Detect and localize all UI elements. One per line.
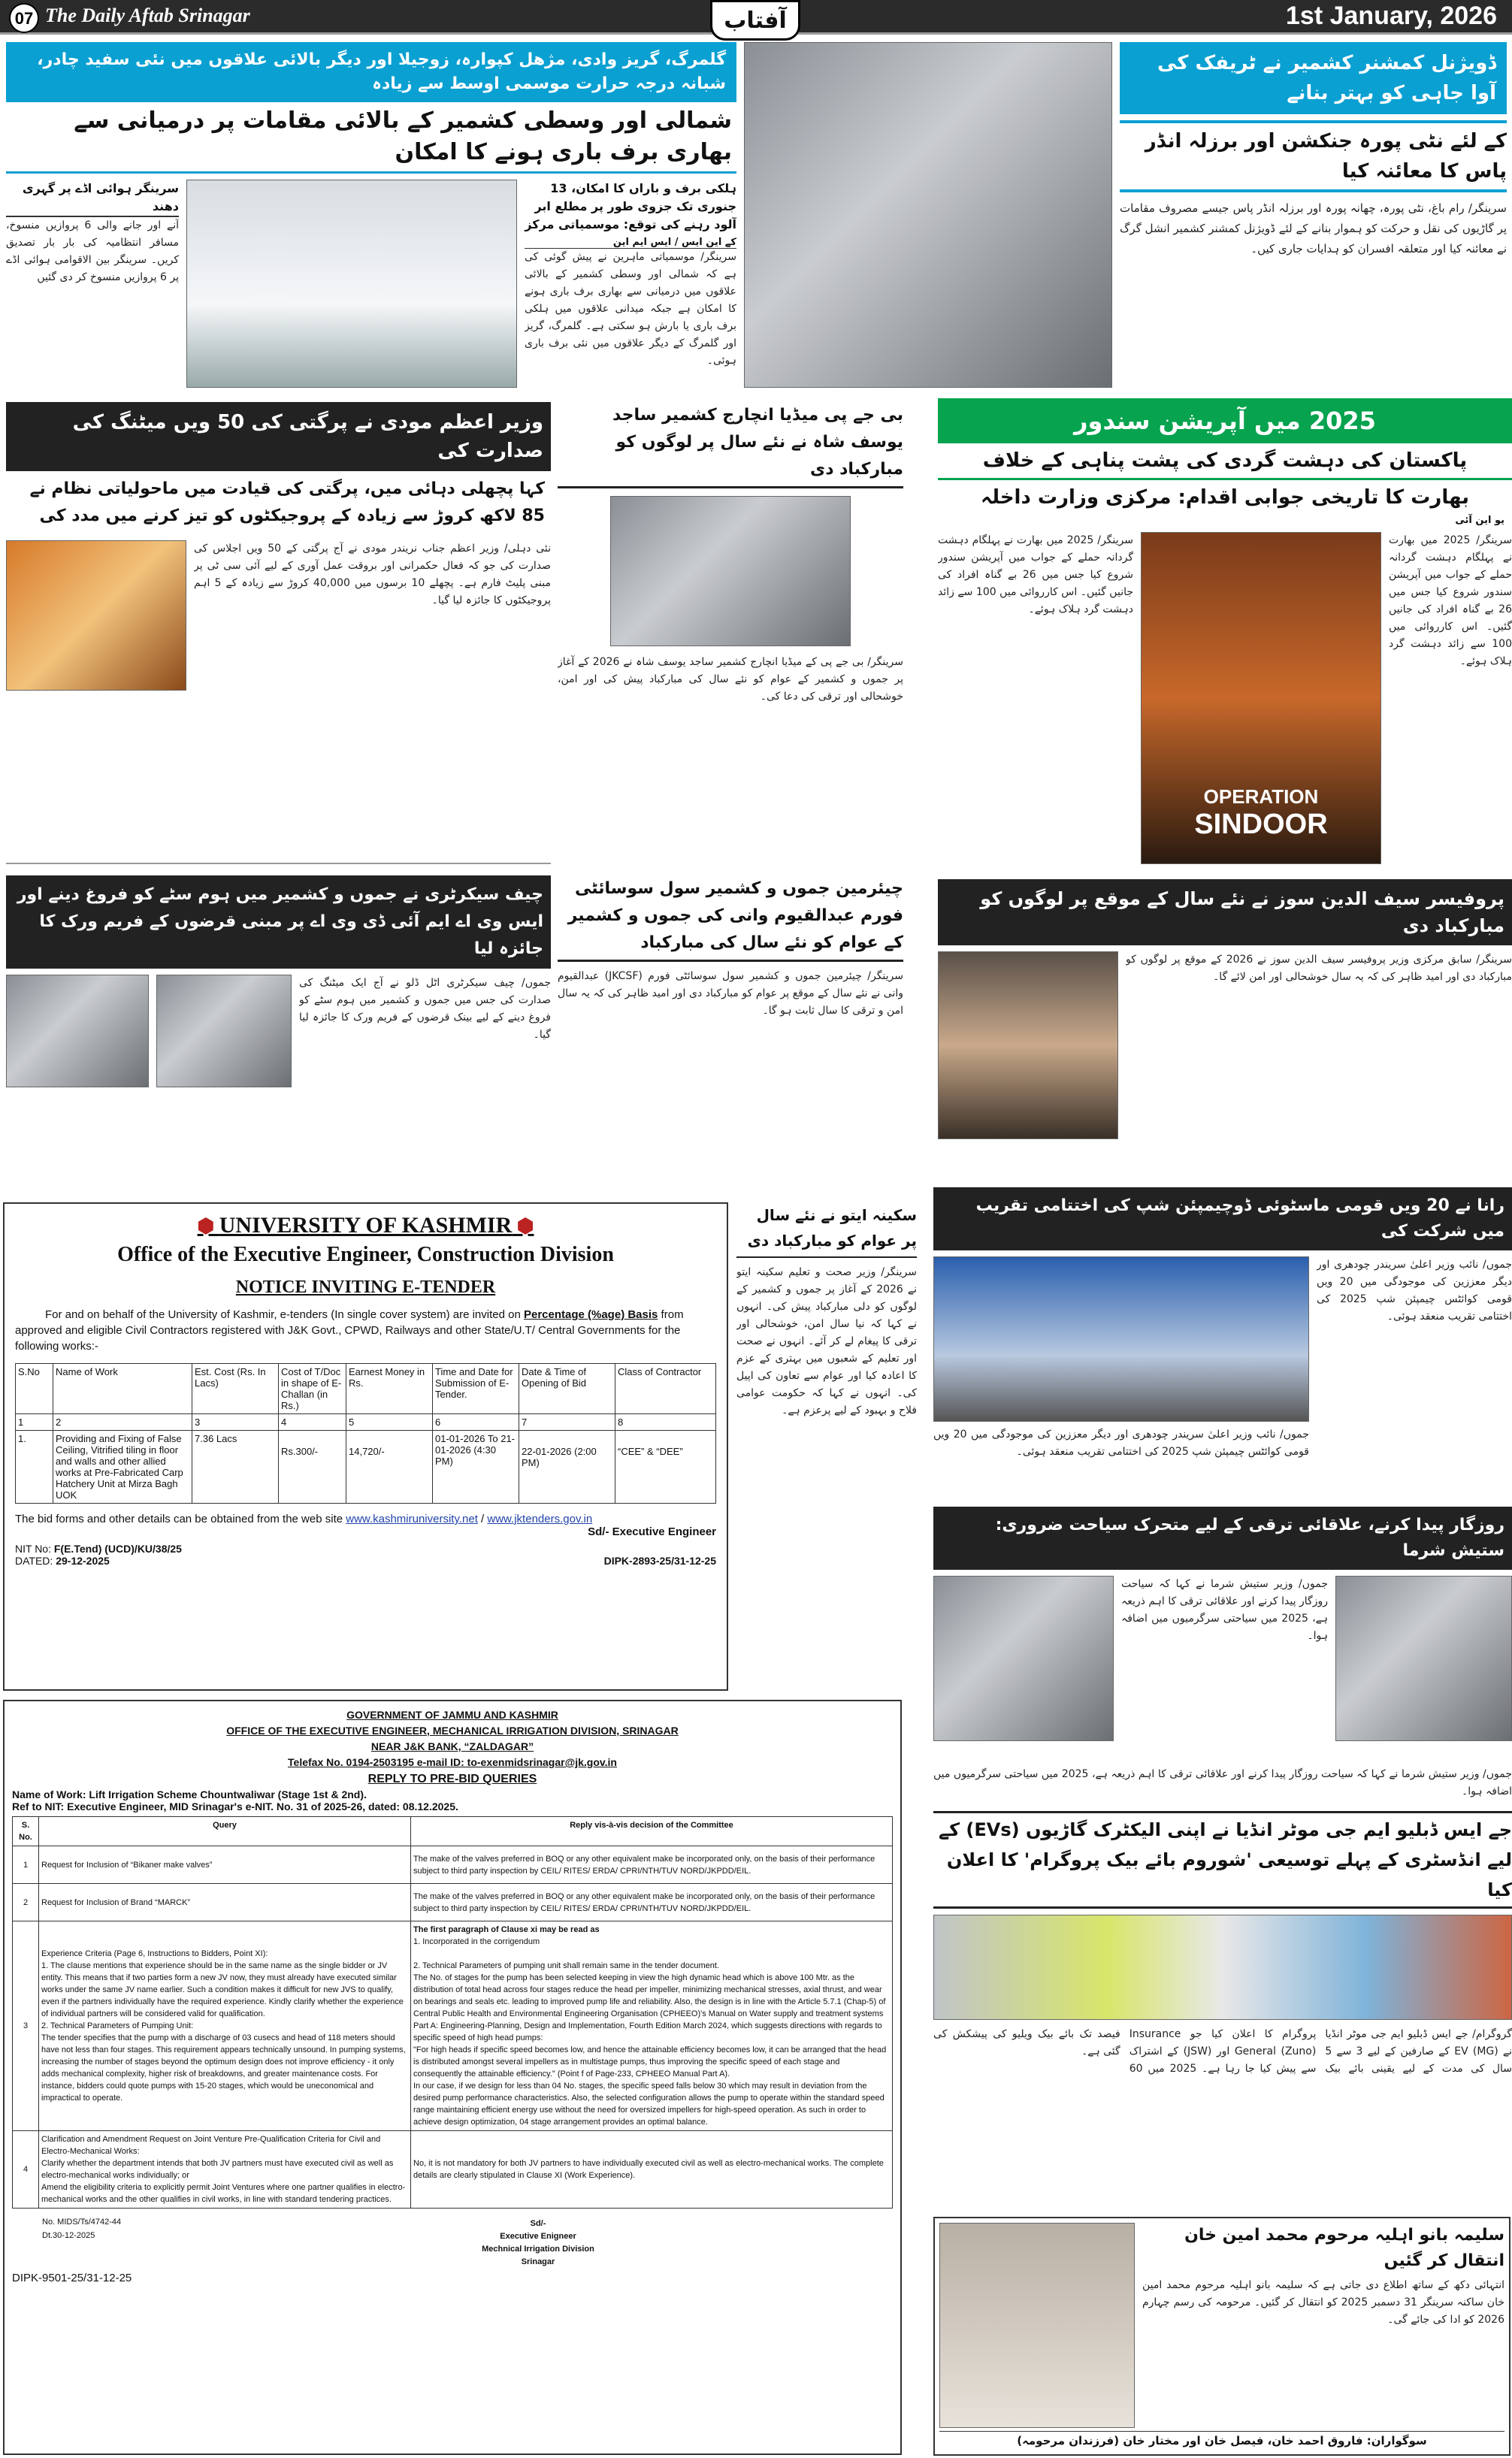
kashmir-university-tender-notice <box>3 1202 728 1691</box>
sindoor-story <box>938 398 1512 864</box>
obituary <box>933 2217 1510 2456</box>
bjp-story <box>558 402 903 864</box>
tender-dated: DATED: 29-12-2025 DIPK-2893-25/31-12-25 <box>15 1555 716 1567</box>
bjp-body: سرینگر/ بی جے پی کے میڈیا انچارج کشمیر ساجد یوسف شاہ نے 2026 کے آغاز پر جموں و کشمیر کے عوام کو نئے سال کی مبارکباد پیش کی اور امن، خوشحالی اور ترقی کی دعا کی۔ <box>558 656 903 703</box>
tender-nit: NIT No: F(E.Tend) (UCD)/KU/38/25 <box>15 1543 182 1555</box>
weather-story <box>6 42 736 388</box>
soz-body: سرینگر/ سابق مرکزی وزیر پروفیسر سیف الدین سوز نے 2026 کے موقع پر لوگوں کو مبارکباد دی اور امید ظاہر کی کہ یہ سال خوشحالی اور امن لائے گا۔ <box>1126 954 1512 983</box>
weather-body: سرینگر/ موسمیاتی ماہرین نے پیش گوئی کی ہے کہ شمالی اور وسطی کشمیر کے بالائی علاقوں میں درمیانی سے بھاری برف باری ہونے کا امکان ہے جبکہ میدانی علاقوں میں ہلکی برف باری یا بارش ہو سکتی ہے۔ گلمرگ، گریز اور گلمرگ کے دیگر علاقوں میں نئی برف باری ہوئی۔ <box>525 251 736 367</box>
sindoor-banner: 2025 میں آپریشن سندور <box>938 398 1512 443</box>
modi-headline: وزیر اعظم مودی نے پرگتی کی 50 ویں میٹنگ کی صدارت کی <box>6 402 551 471</box>
prebid-row: 3 Experience Criteria (Page 6, Instructions to Bidders, Point XI): 1. The clause mentions that experience should be in the same name as the single bidder or JV entity. This means that if two parties form a new JV now, they must already have executed similar works under the same JV name earlier. Such a condition makes it difficult for new JVS to qualify, even if the partners individually have the required experience. Kindly clarify whether the experience of individual partners will be considered valid for qualification. 2. Technical Parameters of Pumping Unit: The tender specifies that the pump with a discharge of 03 cusecs and head of 118 meters should have not less than four stages. This requirement appears technically unsound. In pumping systems, increasing the number of stages beyond the optimum design does not improve efficiency - it only adds mechanical complexity, higher risk of breakdowns, and greater maintenance costs. For instance, bidders could quote pumps with 15-20 stages, which would be uneconomical and impractical to operate. The first paragraph of Clause xi may be read as 1. Incorporated in the corrigendum 2. Technical Parameters of pumping unit shall remain same in the tender document. The No. of stages for the pump has been selected keeping in view the high dynamic head which is above 100 Mtr. as the distribution of total head across four stages reduce the head per impeller, minimizing mechanical stresses, axial thrust, and wear on bearings and seals etc. leading to improved pump life and reliability. Also, the design is in line with the Article 5.7.1 (Chap-5) of Central Public Health and Environmental Engineering Organisation (CPHEEO)'s Manual on Water supply and treatment systems Part A: Engineering-Planning, Design and Implementation, Fourth Edition March 2024, which suggests directions with regards to specific speed of high head pumps: "For high heads if specific speed becomes low, and hence the attainable efficiency becomes low, it can be arranged that the head is distributed amongst several impellers as in multistage pumps, thus improving the specific speed of each stage and consequently the attainable efficiency." (Point f of Page-233, CPHEEO Manual Part A). In our case, if we design for less than 04 No. stages, the specific speed falls below 30 which may result in deviation from the desired pump performance characteristics. Also, the selected configuration allows the pump to operate within the standard speed range maintaining efficient energy use without the need for oversized impellers for high-speed operation. As such in order to achieve design optimization, 04 stage arrangement provides an optimal balance. <box>13 1921 893 2131</box>
chief-secretary-body: جموں/ چیف سیکرٹری اٹل ڈلو نے آج ایک میٹنگ کی صدارت کی جس میں جموں و کشمیر میں ہوم سٹے کو فروغ دینے کے لیے بینک قرضوں کے فریم ورک کا جائزہ لیا گیا۔ <box>299 977 551 1041</box>
soz-photo <box>938 951 1118 1139</box>
prebid-row: 1 Request for Inclusion of “Bikaner make valves” The make of the valves preferred in BOQ or any other equivalent make be incorporated only, on the basis of their performance subject to third party inspection by CEIL/ RITES/ ERDA/ CPRI/NTH/TUV NORD/JKPDD/EIL. <box>13 1846 893 1884</box>
prebid-row: 4 Clarification and Amendment Request on Joint Venture Pre-Qualification Criteria for Civil and Electro-Mechanical Works: Clarify whether the department intends that both JV partners must have executed civil as well as electro-mechanical works individually; or Amend the eligibility criteria to explicitly permit Joint Ventures where one partner qualifies in electro-mechanical works and the other qualifies in civil works, in line with standard tendering practices. No, it is not mandatory for both JV partners to have individually executed civil as well as electro-mechanical works. The complete details are clearly stipulated in Clause XI (Work Experience). <box>13 2131 893 2209</box>
traffic-inspection-photo <box>744 42 1112 388</box>
snow-photo <box>186 180 517 388</box>
satish-body: جموں/ وزیر ستیش شرما نے کہا کہ سیاحت روزگار پیدا کرنے اور علاقائی ترقی کا اہم ذریعہ ہے، 2025 میں سیاحتی سرگرمیوں میں اضافہ ہوا۔ <box>1121 1578 1328 1642</box>
masthead <box>0 0 1512 35</box>
ev-cars-image <box>933 1915 1512 2020</box>
irrigation-address: NEAR J&K BANK, “ZALDAGAR” <box>370 1740 534 1752</box>
tender-intro: For and on behalf of the University of Kashmir, e-tenders (In single cover system) are invited on Percentage (%age) Basis from approved and eligible Civil Contractors registered with J&K Govt., CPWD, Railways and other State/U.T/ Central Governments for the following works:- <box>15 1308 684 1353</box>
sindoor-headline-1: پاکستان کی دہشت گردی کی پشت پناہی کے خلاف <box>938 443 1512 480</box>
sakina-headline: سکینہ ایتو نے نئے سال پر عوام کو مبارکباد دی <box>736 1202 917 1258</box>
paper-name: The Daily Aftab Srinagar <box>45 5 250 26</box>
chief-secretary-headline: چیف سیکرٹری نے جموں و کشمیر میں ہوم سٹے کو فروغ دینے اور ایس وی اے ایم آئی ڈی وی اے پر مبنی قرضوں کے فریم ورک کا جائزہ لیا <box>6 875 551 969</box>
satish-story <box>933 1507 1512 1803</box>
traffic-body: سرینگر/ رام باغ، نٹی پورہ، چھانہ پورہ اور برزلہ انڈر پاس جیسے مصروف مقامات پر گاڑیوں کی نقل و حرکت کو ہموار بنانے کے لئے ڈویژنل کمشنر کشمیر انشل گرگ نے معائنہ کیا اور متعلقہ افسران کو ہدایات جاری کیں۔ <box>1120 201 1507 255</box>
university-emblem-icon: ⬢ <box>197 1215 219 1237</box>
tender-number-row: 1 2 3 4 5 6 7 8 <box>16 1414 716 1431</box>
modi-photo <box>6 540 186 691</box>
prebid-row: 2 Request for Inclusion of Brand “MARCK” The make of the valves preferred in BOQ or any other equivalent make be incorporated only, on the basis of their performance subject to third party inspection by CEIL/ RITES/ ERDA/ CPRI/NTH/TUV NORD/JKPDD/EIL. <box>13 1884 893 1921</box>
kashmir-university-link[interactable]: www.kashmiruniversity.net <box>346 1513 478 1525</box>
sakina-story <box>736 1202 917 1691</box>
tender-university: ⬢ UNIVERSITY OF KASHMIR ⬢ <box>197 1213 534 1238</box>
irrigation-work: Name of Work: Lift Irrigation Scheme Chountwaliwar (Stage 1st & 2nd). <box>12 1788 367 1800</box>
irrigation-prebid-notice <box>3 1700 902 2455</box>
ev-headline: جے ایس ڈبلیو ایم جی موٹر انڈیا نے اپنی الیکٹرک گاڑیوں (EVs) کے لیے انڈسٹری کے پہلے توسیعی 'شوروم بائے بیک پروگرام' کا اعلان کیا <box>933 1811 1512 1909</box>
soz-headline: پروفیسر سیف الدین سوز نے نئے سال کے موقع پر لوگوں کو مبارکباد دی <box>938 879 1512 945</box>
chief-secretary-story <box>6 875 551 1191</box>
obituary-photo <box>939 2223 1135 2428</box>
sindoor-agency: یو این آئی <box>1455 515 1504 526</box>
bjp-headline: بی جے پی میڈیا انچارج کشمیر ساجد یوسف شاہ نے نئے سال پر لوگوں کو مبارکباد دی <box>558 402 903 488</box>
bjp-photo <box>610 496 851 646</box>
sindoor-headline-2: بھارت کا تاریخی جوابی اقدام: مرکزی وزارت داخلہ <box>980 486 1470 509</box>
weather-side-headline: سرینگر ہوائی اڈے پر گہری دھند <box>6 180 179 217</box>
obituary-mourners: سوگواران: فاروق احمد خان، فیصل خان اور مختار خان (فرزندان مرحومہ) <box>939 2431 1504 2450</box>
irrigation-dipk: DIPK-9501-25/31-12-25 <box>12 2272 132 2284</box>
meeting-photo-2 <box>156 975 292 1087</box>
tender-row: 1. Providing and Fixing of False Ceiling, Vitrified tiling in floor and walls and other allied works at Pre-Fabricated Carp Hatchery Unit at Mirza Bagh UOK 7.36 Lacs Rs.300/- 14,720/- 01-01-2026 To 21-01-2026 (4:30 PM) 22-01-2026 (2:00 PM) “CEE” & “DEE” <box>16 1431 716 1504</box>
issue-date: 1st January, 2026 <box>1286 2 1497 30</box>
irrigation-title: REPLY TO PRE-BID QUERIES <box>367 1773 537 1785</box>
soz-story <box>938 879 1512 1180</box>
sakina-body: سرینگر/ وزیر صحت و تعلیم سکینہ ایتو نے 2026 کے آغاز پر جموں و کشمیر کے لوگوں کو دلی مبارکباد پیش کی۔ انہوں نے کہا کہ نیا سال امن، خوشحالی اور ترقی کا پیغام لے کر آئے۔ انہوں نے صحت اور تعلیم کے شعبوں میں بہتری کے عزم کا اعادہ کیا اور عوام سے تعاون کی اپیل کی۔ انہوں نے کہا کہ حکومت عوامی فلاح و بہبود کے لیے پرعزم ہے۔ <box>736 1266 917 1416</box>
rana-headline: رانا نے 20 ویں قومی ماسٹوئی ڈوچیمپئن شپ کی اختتامی تقریب میں شرکت کی <box>933 1187 1512 1250</box>
irrigation-govt: GOVERNMENT OF JAMMU AND KASHMIR <box>346 1709 558 1721</box>
rana-body-2: جموں/ نائب وزیر اعلیٰ سریندر چودھری اور دیگر معززین کی موجودگی میں 20 ویں قومی کوائٹس چیمپئن شپ 2025 کی اختتامی تقریب منعقد ہوئی۔ <box>933 1429 1309 1458</box>
weather-agency: کے این ایس / ایس ایم این <box>525 237 736 249</box>
irrigation-office: OFFICE OF THE EXECUTIVE ENGINEER, MECHANICAL IRRIGATION DIVISION, SRINAGAR <box>226 1725 679 1737</box>
traffic-story <box>744 42 1512 391</box>
weather-subhead: ہلکی برف و باراں کا امکان، 13 جنوری تک جزوی طور پر مطلع ابر آلود رہنے کی توقع: موسمیاتی مرکز <box>525 181 736 231</box>
sindoor-body-left: سرینگر/ 2025 میں بھارت نے پہلگام دہشت گردانہ حملے کے جواب میں آپریشن سندور شروع کیا جس میں 26 بے گناہ افراد کی جانیں گئیں۔ اس کارروائی میں 100 سے زائد دہشت گرد ہلاک ہوئے۔ <box>938 534 1133 615</box>
satish-headline: روزگار پیدا کرنے، علاقائی ترقی کے لیے متحرک سیاحت ضروری: ستیش شرما <box>933 1507 1512 1570</box>
tender-footer-text: The bid forms and other details can be obtained from the web site www.kashmiruniversity.net / www.jktenders.gov.in <box>15 1513 593 1525</box>
weather-side-body: آنے اور جانے والی 6 پروازیں منسوخ، مسافر انتظامیہ کی بار بار تصدیق کریں۔ سرینگر بین الاقوامی ہوائی اڈے پر 6 پروازیں منسوخ کر دی گئیں <box>6 219 179 283</box>
tender-office: Office of the Executive Engineer, Construction Division <box>117 1243 614 1266</box>
traffic-headline-2: کے لئے نٹی پورہ جنکشن اور برزلہ انڈر پاس کا معائنہ کیا <box>1120 120 1507 192</box>
tender-dipk: DIPK-2893-25/31-12-25 <box>603 1555 716 1567</box>
prebid-header-row: S. No. Query Reply vis-à-vis decision of the Committee <box>13 1817 893 1846</box>
irrigation-contact: Telefax No. 0194-2503195 e-mail ID: to-exenmidsrinagar@jk.gov.in <box>288 1756 617 1768</box>
obituary-body: انتہائی دکھ کے ساتھ اطلاع دی جاتی ہے کہ سلیمہ بانو اہلیہ مرحوم محمد امین خان ساکنہ سرینگر 31 دسمبر 2025 کو انتقال کر گئیں۔ مرحومہ کی رسم چہارم 2026 کو ادا کی جائے گی۔ <box>1142 2279 1504 2326</box>
tender-title: NOTICE INVITING E-TENDER <box>235 1277 496 1297</box>
meeting-photo-1 <box>6 975 149 1087</box>
tender-signature: Sd/- Executive Engineer <box>588 1525 716 1538</box>
rana-story <box>933 1187 1512 1503</box>
university-emblem-icon: ⬢ <box>512 1215 534 1237</box>
jktenders-link[interactable]: www.jktenders.gov.in <box>487 1513 593 1525</box>
irrigation-ref: Ref to NIT: Executive Engineer, MID Srinagar's e-NIT. No. 31 of 2025-26, dated: 08.12.2025. <box>12 1800 458 1813</box>
sindoor-body-right: سرینگر/ 2025 میں بھارت نے پہلگام دہشت گردانہ حملے کے جواب میں آپریشن سندور شروع کیا جس میں 26 بے گناہ افراد کی جانیں گئیں۔ اس کارروائی میں 100 سے زائد دہشت گرد ہلاک ہوئے۔ <box>1389 534 1512 667</box>
jkcsf-headline: چیئرمین جموں و کشمیر سول سوسائٹی فورم عبدالقیوم وانی کی جموں و کشمیر کے عوام کو نئے سال کی مبارکباد <box>558 875 903 962</box>
satish-photo-1 <box>933 1576 1114 1741</box>
modi-subhead: کہا پچھلی دہائی میں، پرگتی کی قیادت میں ماحولیاتی نظام نے 85 لاکھ کروڑ سے زیادہ کے پروجیکٹوں کو تیز کرنے میں مدد کی <box>29 479 545 525</box>
jkcsf-body: سرینگر/ چیئرمین جموں و کشمیر سول سوسائٹی فورم (JKCSF) عبدالقیوم وانی نے نئے سال کے موقع پر عوام کو مبارکباد دی اور امید ظاہر کی کہ یہ سال امن و ترقی کا سال ثابت ہو گا۔ <box>558 970 903 1017</box>
weather-headline: شمالی اور وسطی کشمیر کے بالائی مقامات پر درمیانی سے بھاری برف باری ہونے کا امکان <box>6 102 736 174</box>
ev-story <box>933 1811 1512 2209</box>
page-number: 07 <box>9 3 39 33</box>
quoits-championship-photo <box>933 1256 1309 1422</box>
irrigation-date: Dt.30-12-2025 <box>42 2231 95 2240</box>
paper-logo: آفتاب <box>710 0 800 41</box>
tender-table <box>15 1363 716 1504</box>
prebid-query-table <box>12 1816 893 2209</box>
tender-header-row: S.No Name of Work Est. Cost (Rs. In Lacs) Cost of T/Doc in shape of E-Challan (in Rs.) Earnest Money in Rs. Time and Date for Submission of E-Tender. Date & Time of Opening of Bid Class of Contractor <box>16 1364 716 1414</box>
jkcsf-story <box>558 875 903 1191</box>
obituary-headline: سلیمہ بانو اہلیہ مرحوم محمد امین خان انتقال کر گئیں <box>1184 2226 1504 2270</box>
rana-body: جموں/ نائب وزیر اعلیٰ سریندر چودھری اور دیگر معززین کی موجودگی میں 20 ویں قومی کوائٹس چیمپئن شپ 2025 کی اختتامی تقریب منعقد ہوئی۔ <box>1317 1259 1512 1323</box>
weather-banner: گلمرگ، گریز وادی، مژھل کپوارہ، زوجیلا اور دیگر بالائی علاقوں میں نئی سفید چادر، شبانہ درجہ حرارت موسمی اوسط سے زیادہ <box>6 42 736 102</box>
ev-body: گروگرام/ جے ایس ڈبلیو ایم جی موٹر انڈیا نے (MG) EV کے صارفین کے لیے 3 سے 5 سال کی مدت کے لیے یقینی بائے بیک پروگرام کا اعلان کیا جو Insurance General (Zuno) اور (JSW) کے اشتراک سے پیش کیا جا رہا ہے۔ 2025 میں 60 فیصد تک بائے بیک ویلیو کی پیشکش کی گئی ہے۔ <box>933 2028 1512 2075</box>
modi-story <box>6 402 551 864</box>
satish-photo-2 <box>1335 1576 1512 1741</box>
operation-sindoor-image: OPERATION SINDOOR <box>1141 532 1381 864</box>
irrigation-ref-no: No. MIDS/Ts/4742-44 <box>42 2218 122 2227</box>
modi-body: نئی دہلی/ وزیر اعظم جناب نریندر مودی نے آج پرگتی کے 50 ویں اجلاس کی صدارت کی جو کہ فعال حکمرانی اور بروقت عمل آوری کے لیے آئی سی ٹی پر مبنی پلیٹ فارم ہے۔ پچھلے 10 برسوں میں 40,000 کروڑ سے زیادہ کے 5 اہم پروجیکٹوں کا جائزہ لیا گیا۔ <box>194 543 551 606</box>
irrigation-signature: Sd/- Executive Enigneer Mechnical Irrigation Division Srinagar <box>482 2219 594 2266</box>
satish-body-2: جموں/ وزیر ستیش شرما نے کہا کہ سیاحت روزگار پیدا کرنے اور علاقائی ترقی کا اہم ذریعہ ہے، 2025 میں سیاحتی سرگرمیوں میں اضافہ ہوا۔ <box>933 1768 1512 1797</box>
traffic-headline-1: ڈویژنل کمشنر کشمیر نے ٹریفک کی آوا جاہی کو بہتر بنانے <box>1120 42 1507 114</box>
irrigation-footer <box>12 2218 893 2269</box>
